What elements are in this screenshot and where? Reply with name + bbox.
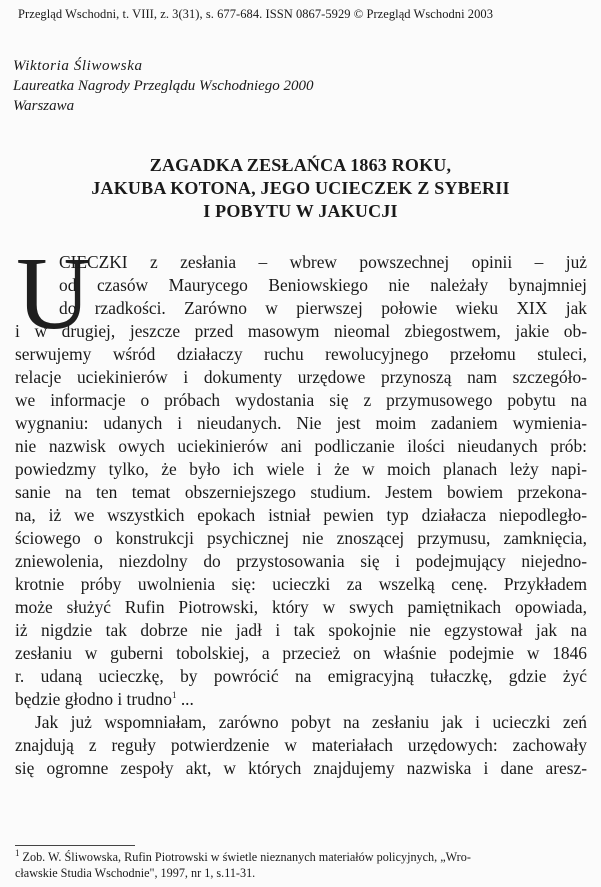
body-line: na, iż we wszystkich epokach istniał pewien typ działacza niepodległo-: [15, 505, 587, 525]
body-line: się ogromne zespoły akt, w których znajdujemy nazwiska i dane aresz-: [15, 758, 587, 778]
footnote-divider: [15, 845, 135, 846]
body-line: nie nazwisk owych uciekinierów ani podliczanie ilości nieudanych prób:: [15, 436, 587, 456]
body-line: powiedzmy tylko, że było ich wiele i że w moich planach leży napi-: [15, 459, 587, 479]
body-line-with-footnote: [15, 688, 194, 711]
body-line: ściowego o konstrukcji psychicznej nie znoszącej przymusu, zamknięcia,: [15, 528, 587, 548]
title-line-1: ZAGADKA ZESŁAŃCA 1863 ROKU,: [149, 155, 452, 175]
body-line: i w drugiej, jeszcze przed masowym nieomal zbiegostwem, jakie ob-: [15, 321, 587, 341]
body-line: Jak już wspomniałam, zarówno pobyt na zesłaniu jak i ucieczki zeń: [35, 712, 587, 732]
body-line: zesłaniu w guberni tobolskiej, a przecież on właśnie podejmie w 1846: [15, 643, 587, 663]
footnote-text-1: Zob. W. Śliwowska, Rufin Piotrowski w świetle nieznanych materiałów policyjnych, „Wro-: [22, 850, 471, 864]
article-title: [0, 154, 601, 223]
body-line: r. udaną ucieczkę, by powrócić na emigracyjną tułaczkę, gdzie żyć: [15, 666, 587, 686]
author-name: Wiktoria Śliwowska: [13, 58, 143, 74]
body-line: znajdują z reguły potwierdzenie w materiałach urzędowych: zachowały: [15, 735, 587, 755]
body-line: do rzadkości. Zarówno w pierwszej połowie wieku XIX jak: [59, 298, 587, 318]
body-line: krotnie próby uwolnienia się: ucieczki za wszelką cenę. Przykładem: [15, 574, 587, 594]
ellipsis: ...: [176, 689, 194, 709]
body-line: od czasów Maurycego Beniowskiego nie należały bynajmniej: [59, 275, 587, 295]
author-block: [13, 56, 314, 116]
title-line-3: I POBYTU W JAKUCJI: [203, 201, 398, 221]
footnote-reference: 1: [171, 690, 177, 701]
body-line: sanie na ten temat obszerniejszego studium. Jestem bowiem przekona-: [15, 482, 587, 502]
body-line: będzie głodno i trudno: [15, 689, 172, 709]
drop-cap: U: [16, 236, 92, 351]
body-line: zniewolenia, niezdolny do przystosowania się i podejmujący niejedno-: [15, 551, 587, 571]
body-line: we informacje o próbach wydostania się z przymusowego pobytu na: [15, 390, 587, 410]
body-line: relacje uciekinierów i dokumenty urzędowe przynoszą nam szczegóło-: [15, 367, 587, 387]
footnote-line-1: [15, 849, 587, 865]
body-line: CIECZKI z zesłania – wbrew powszechnej opinii – już: [59, 252, 587, 272]
body-line: serwujemy wśród działaczy ruchu rewolucyjnego przełomu stuleci,: [15, 344, 587, 364]
author-city: Warszawa: [13, 98, 75, 114]
body-line: iż nigdzie tak dobrze nie jadł i tak spokojnie nie egzystował jak na: [15, 620, 587, 640]
author-role: Laureatka Nagrody Przeglądu Wschodniego 2000: [13, 78, 314, 94]
footnote-text-2: cławskie Studia Wschodnie", 1997, nr 1, s.11-31.: [15, 866, 256, 880]
body-line: może służyć Rufin Piotrowski, który w swych pamiętnikach opowiada,: [15, 597, 587, 617]
footnote-mark: 1: [15, 847, 20, 858]
body-line: wygnaniu: udanych i nieudanych. Nie jest moim zadaniem wymienia-: [15, 413, 587, 433]
journal-header: Przegląd Wschodni, t. VIII, z. 3(31), s. 677-684. ISSN 0867-5929 © Przegląd Wschodni 2003: [18, 7, 493, 21]
title-line-2: JAKUBA KOTONA, JEGO UCIECZEK Z SYBERII: [91, 178, 510, 198]
